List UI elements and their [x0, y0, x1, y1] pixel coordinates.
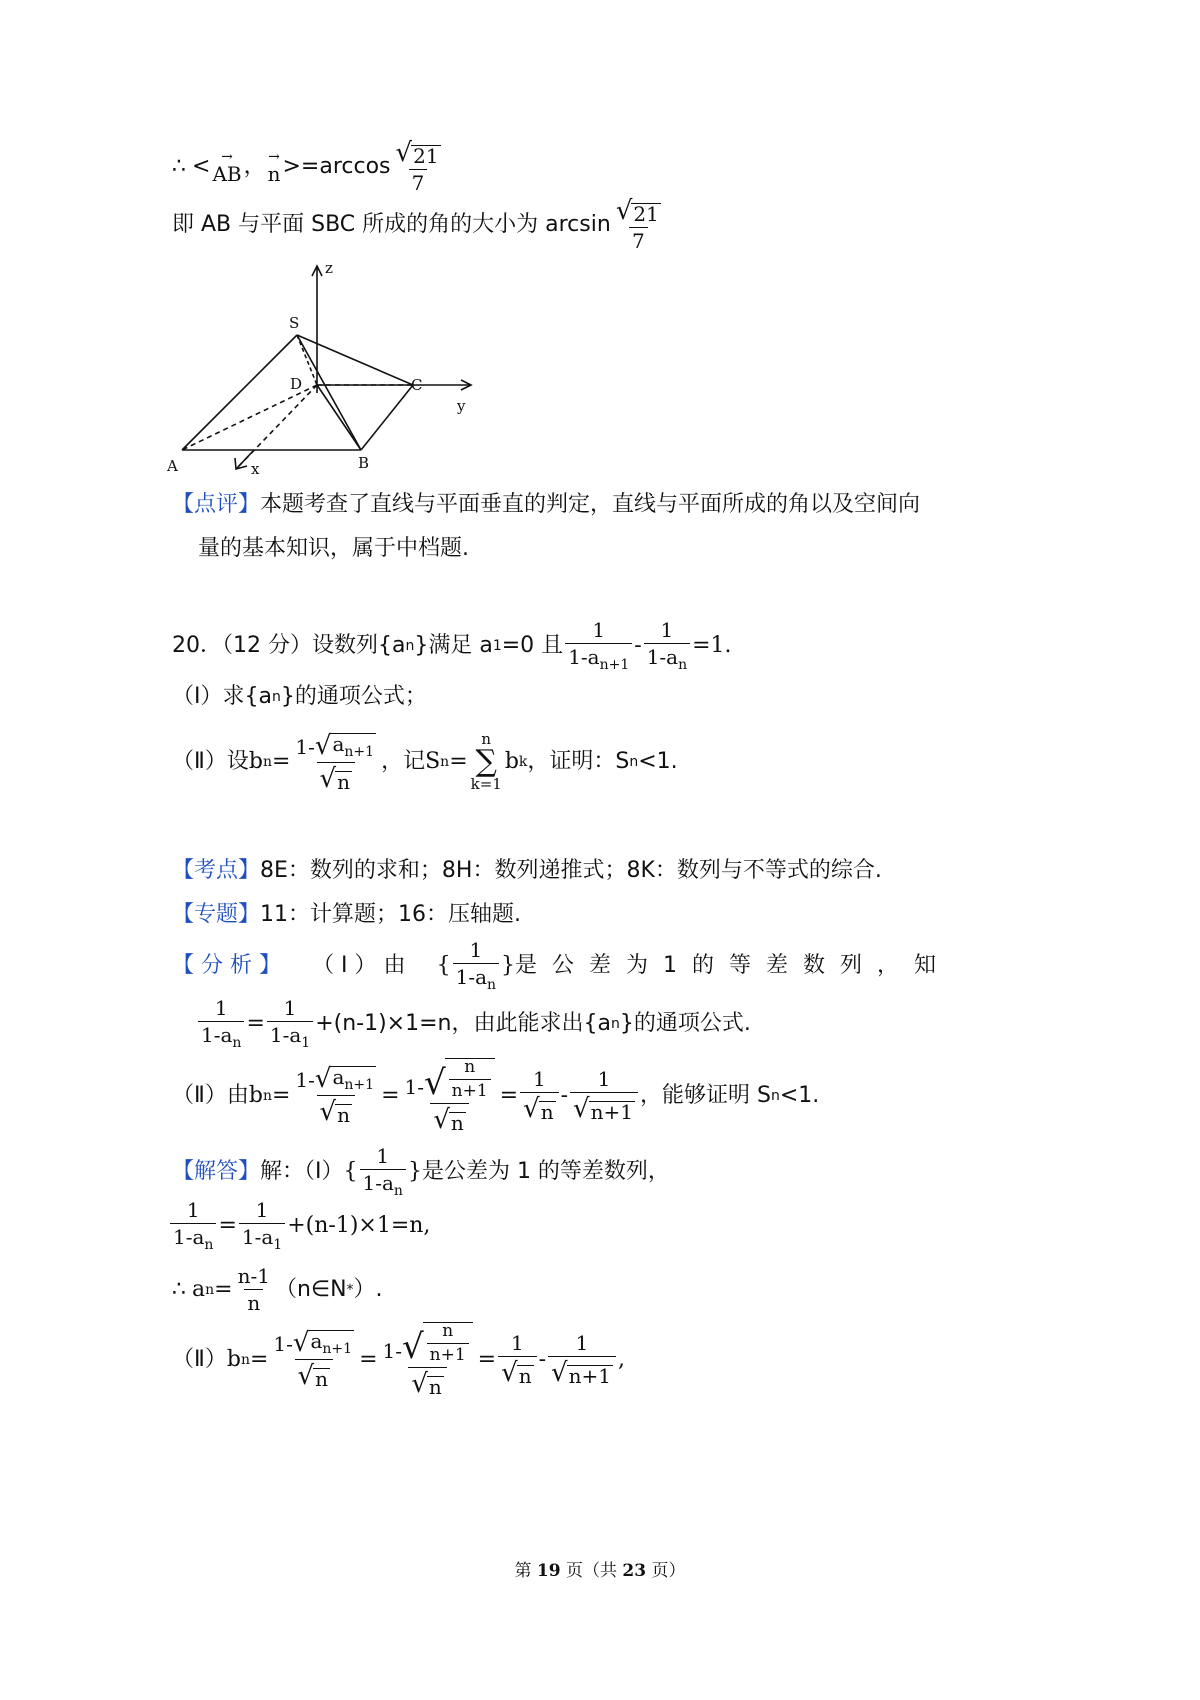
jieda-line-4: （Ⅱ） b n = 1- √ $a_{n+1}$ √ n = 1- √ $\frac{n}{n+1}$ √ n = 1 √ n - 1 √ n+1 , — [172, 1321, 625, 1399]
fraction-1-over-1-a1: $\frac{1}{1-a_1}$ — [239, 1200, 285, 1252]
fraction-sqrt21-7: √ 21 7 — [395, 138, 439, 195]
fraction-1-over-sqrt-n: 1 √ n — [520, 1069, 558, 1122]
fraction-bn: 1- √ $a_{n+1}$ √ n — [295, 730, 375, 794]
fraction-nested-sqrt: 1- √ $\frac{n}{n+1}$ √ n — [402, 1058, 498, 1133]
vector-n: n — [267, 161, 281, 186]
label-z: z — [325, 259, 333, 277]
part1-text: （Ⅰ）求{a — [172, 684, 272, 709]
label-s: S — [289, 314, 300, 332]
fraction-1-over-1-a1: $\frac{1}{1-a_1}$ — [267, 998, 313, 1050]
fraction-1-over-sqrt-n1: 1 √ n+1 — [570, 1069, 638, 1122]
review-text-2: 量的基本知识，属于中档题. — [198, 536, 469, 561]
fraction-1-over-1-a-n1: $\frac{1}{1-a_{n+1}}$ — [565, 620, 632, 672]
kaodian-tag: 【考点】 — [172, 858, 261, 883]
review-tag: 【点评】 — [172, 492, 261, 517]
jieda-line-1: 【解答】 解：（Ⅰ） { $\frac{1}{1-a_n}$ } 是公差为 1 的等差数列， — [172, 1144, 670, 1199]
label-a: A — [167, 457, 178, 475]
fraction-1-over-1-an: $\frac{1}{1-a_n}$ — [453, 940, 499, 992]
label-b: B — [358, 454, 370, 472]
label-d: D — [290, 375, 303, 393]
jieda-line-2: $\frac{1}{1-a_n}$ = $\frac{1}{1-a_1}$ +(n-1)×1=n, — [168, 1200, 430, 1252]
fraction-1-over-1-an: $\frac{1}{1-a_n}$ — [170, 1200, 216, 1252]
fraction-sqrt21-7: √ 21 7 — [615, 196, 659, 253]
fraction-n-1-over-n: $\frac{n-1}{n}$ — [237, 1264, 270, 1315]
pyramid-figure — [165, 258, 485, 483]
zhuanti-text: 11：计算题；16：压轴题. — [260, 902, 521, 927]
review-line-2 — [198, 538, 469, 560]
fraction-1-over-1-an: $\frac{1}{1-a_n}$ — [198, 998, 244, 1050]
fraction-1-over-sqrt-n: 1 √ n — [498, 1333, 536, 1386]
label-y: y — [457, 397, 466, 415]
kaodian-text: 8E：数列的求和；8H：数列递推式；8K：数列与不等式的综合. — [260, 858, 882, 883]
fraction-1-over-1-an: $\frac{1}{1-a_n}$ — [360, 1146, 406, 1198]
page-number: 19 — [536, 1561, 561, 1581]
arccos-text: >=arccos — [282, 153, 391, 179]
fraction-bn: 1- √ $a_{n+1}$ √ n — [273, 1328, 353, 1391]
review-line-1 — [172, 494, 920, 516]
angle-line: ∴ < → AB ， → n >=arccos √ 21 7 — [172, 140, 446, 193]
zhuanti-line — [172, 904, 521, 926]
part2-label: （Ⅱ）设 — [172, 749, 249, 774]
label-x: x — [251, 460, 260, 478]
question-20-stem: 20．（12 分）设数列{a n }满足 a 1 =0 且 $\frac{1}{1-a_{n+1}}$ - $\frac{1}{1-a_n}$ =1. — [172, 618, 732, 673]
fraction-1-over-sqrt-n1: 1 √ n+1 — [548, 1333, 616, 1386]
conclusion-text: 即 AB 与平面 SBC 所成的角的大小为 arcsin — [172, 211, 611, 237]
fenxi-line-1: 【 分 析 】 （ Ⅰ ） 由 { $\frac{1}{1-a_n}$ } 是 公 差 为 1 的 等 差 数 列 ， 知 — [172, 938, 940, 993]
jieda-tag: 【解答】 — [172, 1159, 261, 1184]
therefore-symbol: ∴ — [172, 153, 186, 179]
kaodian-line — [172, 860, 882, 882]
fraction-1-over-1-a-n: $\frac{1}{1-a_n}$ — [644, 620, 690, 672]
page-total: 23 — [622, 1561, 647, 1581]
jieda-line-3: ∴ a n = $\frac{n-1}{n}$ （n∈N * ）. — [172, 1264, 383, 1315]
fenxi-tag: 【 分 析 】 — [172, 953, 281, 978]
fenxi-line-2: $\frac{1}{1-a_n}$ = $\frac{1}{1-a_1}$ +(n-1)×1=n，由此能求出{a n }的通项公式. — [196, 998, 751, 1050]
question-20-part1: （Ⅰ）求{a n }的通项公式； — [172, 684, 427, 709]
label-c: C — [411, 376, 423, 394]
q20-text-3: =0 且 — [501, 633, 564, 658]
review-text-1: 本题考查了直线与平面垂直的判定，直线与平面所成的角以及空间向 — [260, 492, 921, 517]
zhuanti-tag: 【专题】 — [172, 902, 261, 927]
summation: n ∑ k=1 — [470, 730, 502, 793]
fraction-nested-sqrt: 1- √ $\frac{n}{n+1}$ √ n — [380, 1322, 476, 1397]
q20-text-1: 20．（12 分）设数列{a — [172, 633, 406, 658]
q20-text-2: }满足 a — [414, 633, 493, 658]
page-footer: 第 19 页（共 23 页） — [514, 1561, 686, 1581]
fraction-bn: 1- √ $a_{n+1}$ √ n — [295, 1064, 375, 1127]
fenxi-line-3: （Ⅱ）由 b n = 1- √ $a_{n+1}$ √ n = 1- √ $\frac{n}{n+1}$ √ n = 1 √ n - 1 √ n+1 ，能够证明 S n <1. — [172, 1057, 820, 1135]
question-20-part2: （Ⅱ）设 b n = 1- √ $a_{n+1}$ √ n ，记 S n = n ∑ k=1 b k ，证明：S n <1. — [172, 730, 678, 794]
vector-ab: AB — [212, 161, 242, 186]
angle-conclusion-line — [172, 198, 666, 251]
